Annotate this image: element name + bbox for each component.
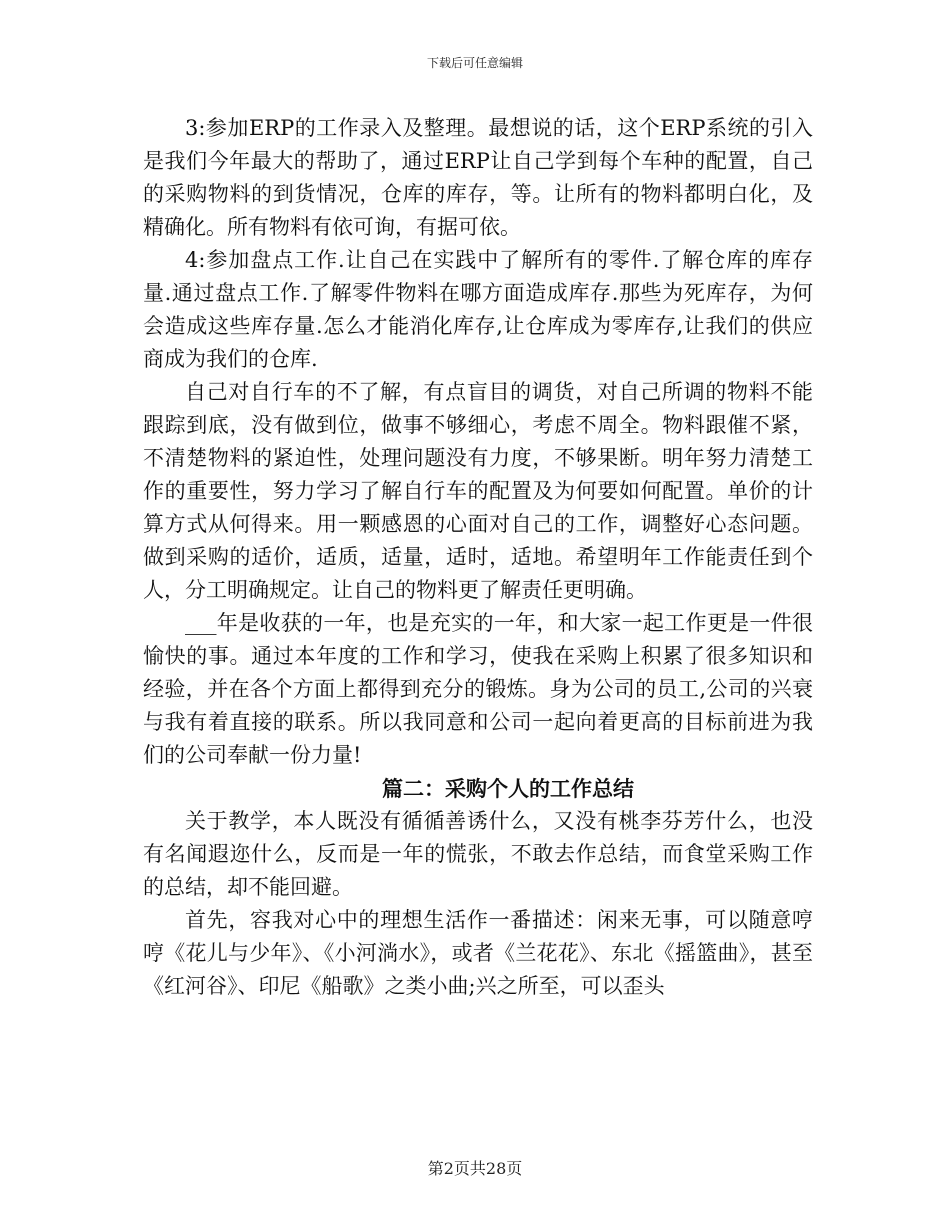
paragraph-inventory: 4:参加盘点工作.让自己在实践中了解所有的零件.了解仓库的库存量.通过盘点工作.了解零件物料在哪方面造成库存.那些为死库存，为何会造成这些库存量.怎么才能消化库存,让仓库成为零库存,让我们的供应商成为我们的仓库. [143,248,813,371]
page-number: 第2页共28页 [427,1159,523,1178]
page-header: 下载后可任意编辑 [426,56,523,70]
paragraph-teaching: 关于教学，本人既没有循循善诱什么，又没有桃李芬芳什么，也没有名闻遐迩什么，反而是一年的慌张，不敢去作总结，而食堂采购工作的总结，却不能回避。 [143,809,813,899]
paragraph-ideal-life: 首先，容我对心中的理想生活作一番描述：闲来无事，可以随意哼哼《花儿与少年》、《小河淌水》，或者《兰花花》、东北《摇篮曲》，甚至《红河谷》、印尼《船歌》之类小曲;兴之所至，可以歪头 [143,908,813,998]
section-title: 篇二：采购个人的工作总结 [382,776,634,801]
paragraph-erp: 3:参加ERP的工作录入及整理。最想说的话，这个ERP系统的引入是我们今年最大的帮助了，通过ERP让自己学到每个车种的配置，自己的采购物料的到货情况，仓库的库存，等。让所有的物料都明白化，及精确化。所有物料有依可询，有据可依。 [143,116,813,239]
paragraph-year-summary: ___年是收获的一年，也是充实的一年，和大家一起工作更是一件很愉快的事。通过本年度的工作和学习，使我在采购上积累了很多知识和经验，并在各个方面上都得到充分的锻炼。身为公司的员工,公司的兴衰与我有着直接的联系。所以我同意和公司一起向着更高的目标前进为我们的公司奉献一份力量! [143,611,813,767]
document-body [143,112,813,1003]
paragraph-self-review: 自己对自行车的不了解，有点盲目的调货，对自己所调的物料不能跟踪到底，没有做到位，做事不够细心，考虑不周全。物料跟催不紧，不清楚物料的紧迫性，处理问题没有力度，不够果断。明年努力清楚工作的重要性，努力学习了解自行车的配置及为何要如何配置。单价的计算方式从何得来。用一颗感恩的心面对自己的工作，调整好心态问题。做到采购的适价，适质，适量，适时，适地。希望明年工作能责任到个人，分工明确规定。让自己的物料更了解责任更明确。 [143,380,813,602]
